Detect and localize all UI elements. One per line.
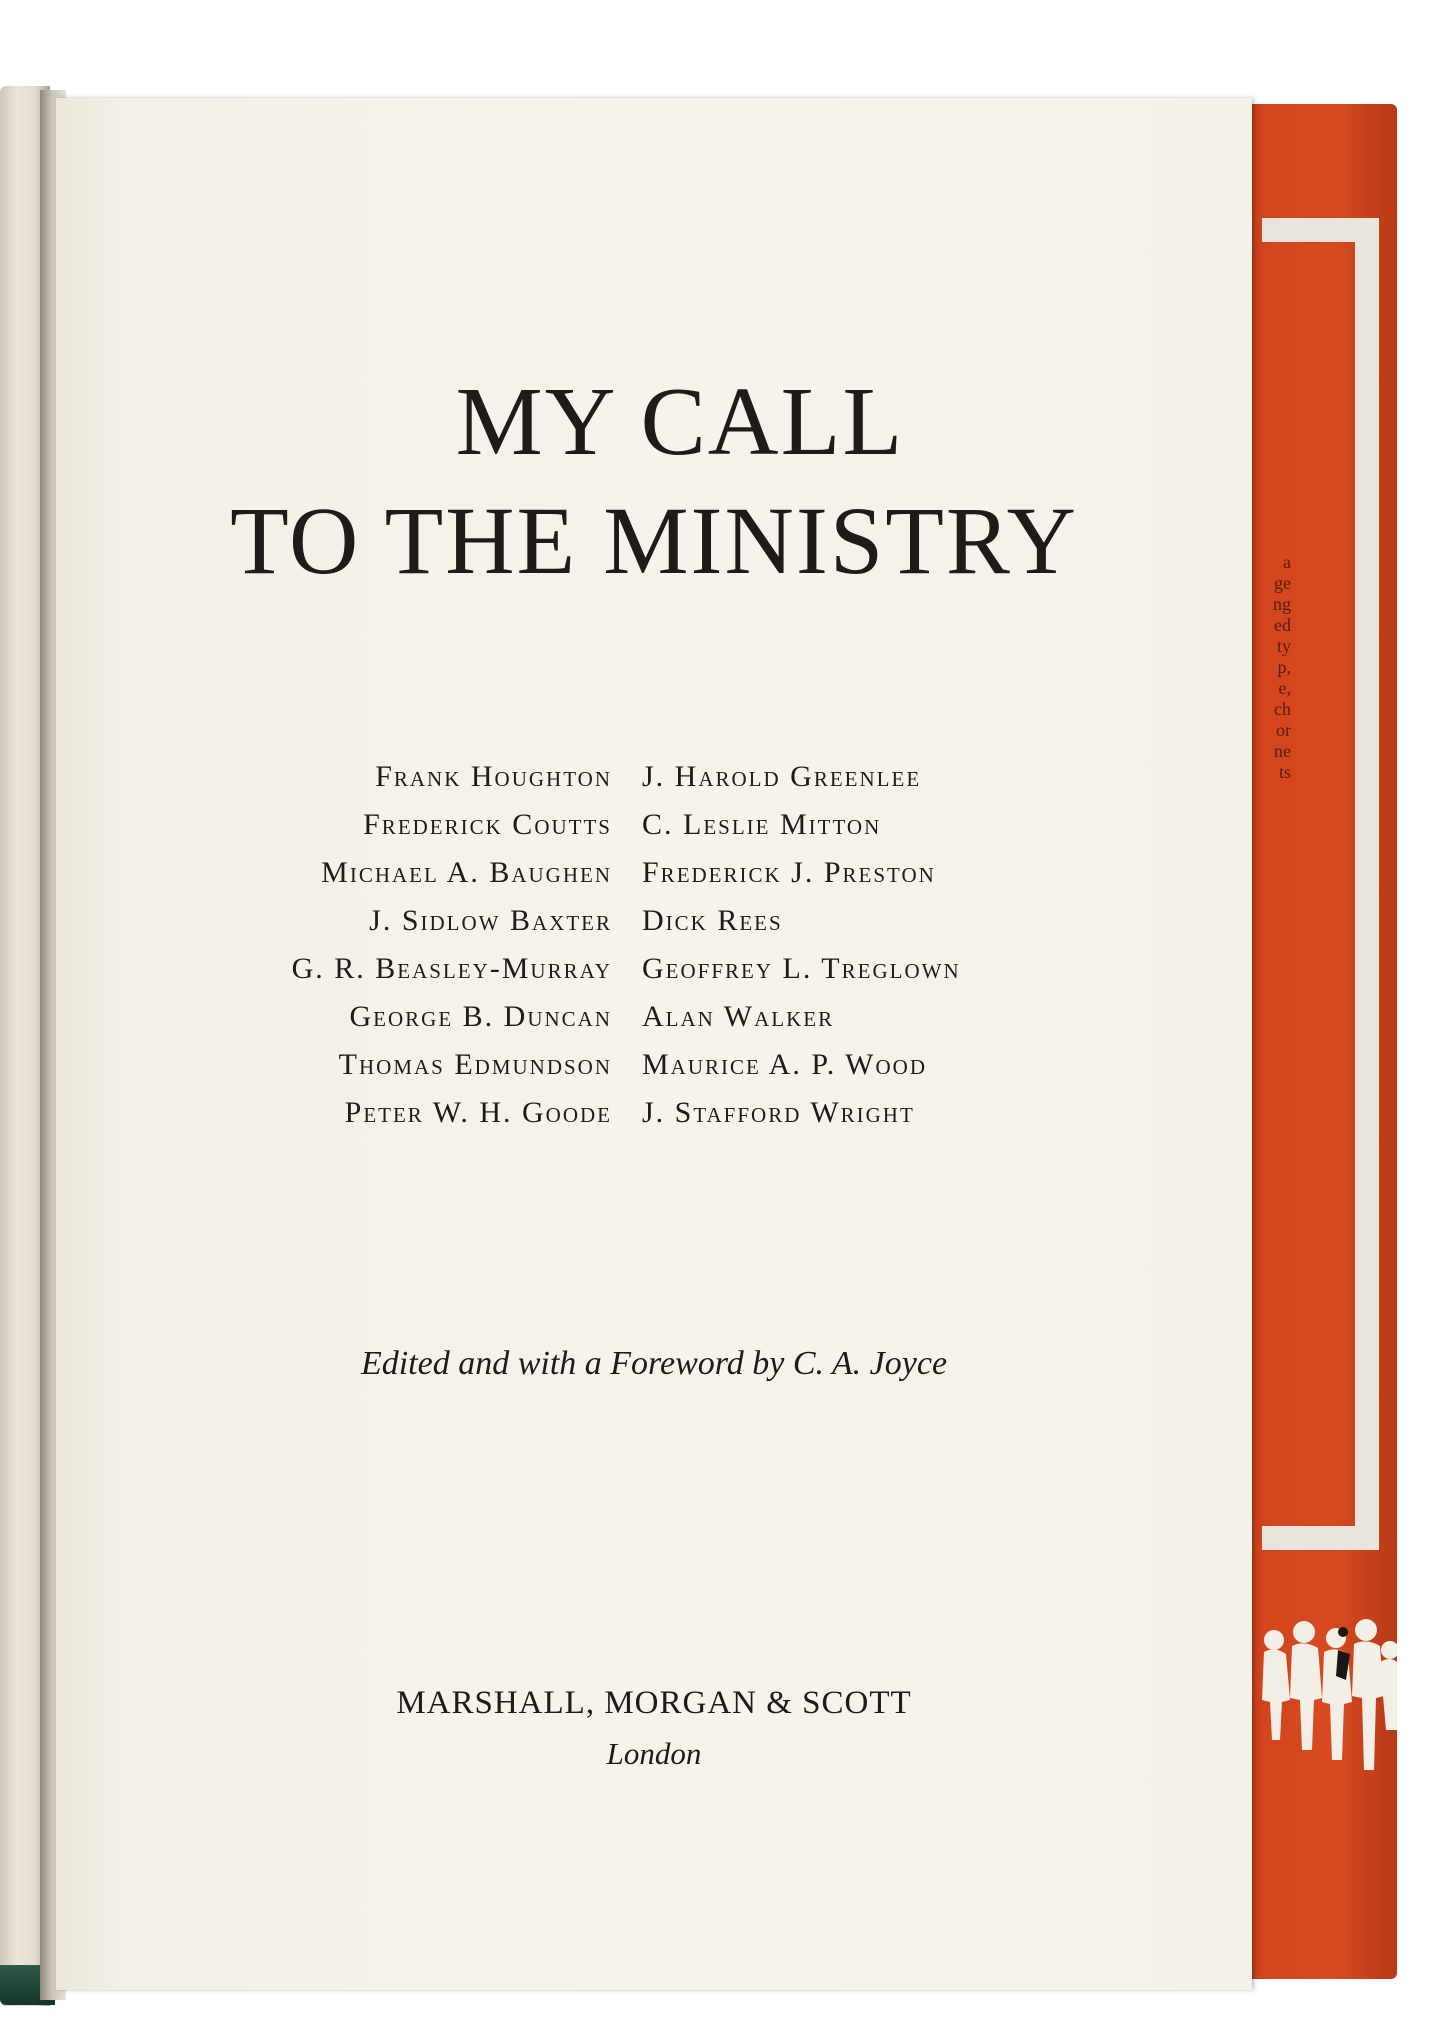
contributors-right-column — [642, 753, 961, 1137]
contributor-name: Alan Walker — [642, 1000, 835, 1033]
contributor-name: George B. Duncan — [349, 1000, 612, 1033]
contributor-name: Maurice A. P. Wood — [642, 1048, 927, 1081]
flap-text-fragment: ts — [1278, 762, 1291, 782]
book-title-line-2: TO THE MINISTRY — [230, 487, 1078, 594]
contributor-name: J. Harold Greenlee — [642, 760, 922, 793]
flap-text-fragment: ng — [1273, 594, 1291, 614]
editor-credit: Edited and with a Foreword by C. A. Joyce — [360, 1345, 948, 1382]
flap-text-fragment: ne — [1274, 741, 1291, 761]
contributors-left-column — [292, 753, 612, 1137]
contributor-name: J. Sidlow Baxter — [369, 904, 612, 937]
contributor-name: Peter W. H. Goode — [344, 1096, 612, 1129]
flap-text-fragment: ed — [1274, 615, 1291, 635]
contributor-name: Michael A. Baughen — [321, 856, 612, 889]
contributor-name: Frederick Coutts — [363, 808, 612, 841]
flap-text-fragment: e, — [1278, 678, 1291, 698]
flap-text-fragment: ge — [1274, 573, 1291, 593]
dust-jacket-figures-illustration — [1262, 1610, 1397, 1790]
dust-jacket-frame — [1262, 218, 1379, 1550]
contributor-name: J. Stafford Wright — [642, 1096, 915, 1129]
contributor-name: Thomas Edmundson — [338, 1048, 612, 1081]
flap-text-fragment: p, — [1277, 657, 1291, 677]
dust-jacket-flap-text — [1261, 552, 1291, 783]
flap-text-fragment: ch — [1274, 699, 1291, 719]
book-title-line-1: MY CALL — [455, 368, 905, 476]
contributor-name: C. Leslie Mitton — [642, 808, 882, 841]
flap-text-fragment: a — [1283, 552, 1291, 572]
title-page — [56, 98, 1252, 1990]
publisher-name: MARSHALL, MORGAN & SCOTT — [396, 1685, 912, 1721]
contributor-name: Frank Houghton — [375, 760, 612, 793]
contributor-name: Frederick J. Preston — [642, 856, 936, 889]
contributor-name: G. R. Beasley-Murray — [291, 952, 612, 985]
contributor-name: Dick Rees — [642, 904, 783, 937]
contributor-name: Geoffrey L. Treglown — [642, 952, 961, 985]
flap-text-fragment: ty — [1276, 636, 1291, 656]
flap-text-fragment: or — [1276, 720, 1291, 740]
publisher-city: London — [606, 1736, 702, 1771]
